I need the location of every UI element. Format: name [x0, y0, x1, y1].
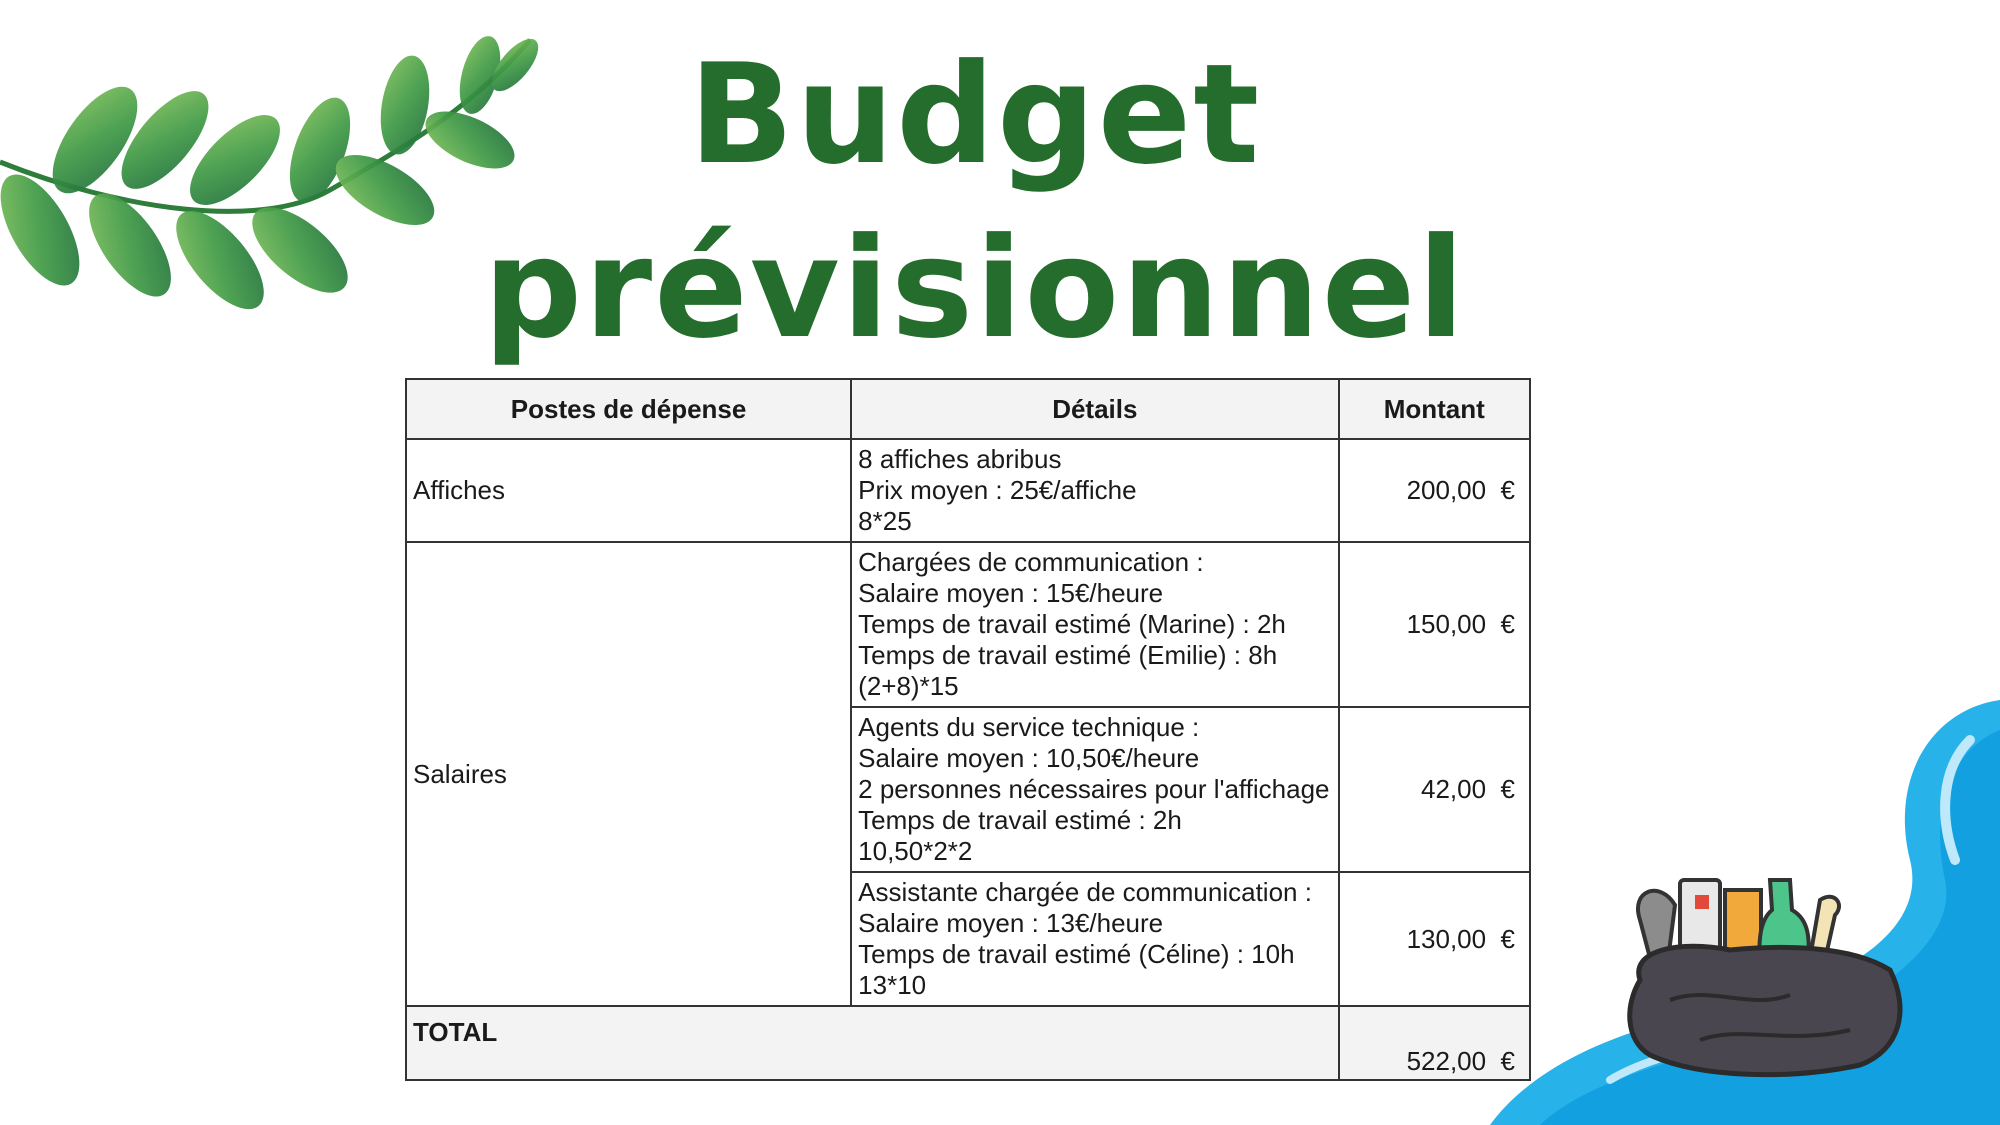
header-postes: Postes de dépense — [406, 379, 851, 439]
total-row — [406, 1006, 1530, 1080]
montant-cell: 42,00 € — [1339, 707, 1531, 872]
detail-line: Chargées de communication : — [858, 547, 1204, 577]
detail-line: Assistante chargée de communication : — [858, 877, 1312, 907]
detail-line: 13*10 — [858, 970, 927, 1000]
trash-bag-icon — [1620, 850, 1920, 1080]
detail-line: Prix moyen : 25€/affiche — [858, 475, 1137, 505]
detail-line: 8 affiches abribus — [858, 444, 1062, 474]
detail-line: Agents du service technique : — [858, 712, 1200, 742]
details-cell — [851, 872, 1338, 1006]
detail-line: 8*25 — [858, 506, 912, 536]
detail-line: Temps de travail estimé (Marine) : 2h — [858, 609, 1286, 639]
table-row — [406, 542, 1530, 707]
total-label: TOTAL — [406, 1006, 1339, 1080]
detail-line: Temps de travail estimé (Emilie) : 8h — [858, 640, 1278, 670]
poste-cell: Salaires — [406, 542, 851, 1006]
montant-cell: 150,00 € — [1339, 542, 1531, 707]
header-montant: Montant — [1339, 379, 1531, 439]
detail-line: Salaire moyen : 10,50€/heure — [858, 743, 1200, 773]
page-title-line-1: Budget — [688, 34, 1262, 195]
detail-line: 10,50*2*2 — [858, 836, 973, 866]
detail-line: Salaire moyen : 13€/heure — [858, 908, 1164, 938]
montant-cell: 200,00 € — [1339, 439, 1531, 542]
detail-line: (2+8)*15 — [858, 671, 959, 701]
detail-line: Temps de travail estimé (Céline) : 10h — [858, 939, 1295, 969]
montant-cell: 130,00 € — [1339, 872, 1531, 1006]
page-title-line-2: prévisionnel — [483, 208, 1467, 369]
table-header-row — [406, 379, 1530, 439]
detail-line: 2 personnes nécessaires pour l'affichage — [858, 774, 1330, 804]
detail-line: Salaire moyen : 15€/heure — [858, 578, 1164, 608]
budget-table — [405, 378, 1531, 1081]
details-cell — [851, 439, 1338, 542]
header-details: Détails — [851, 379, 1338, 439]
poste-cell: Affiches — [406, 439, 851, 542]
table-row — [406, 439, 1530, 542]
total-amount: 522,00 € — [1339, 1006, 1531, 1080]
details-cell — [851, 542, 1338, 707]
details-cell — [851, 707, 1338, 872]
detail-line: Temps de travail estimé : 2h — [858, 805, 1182, 835]
